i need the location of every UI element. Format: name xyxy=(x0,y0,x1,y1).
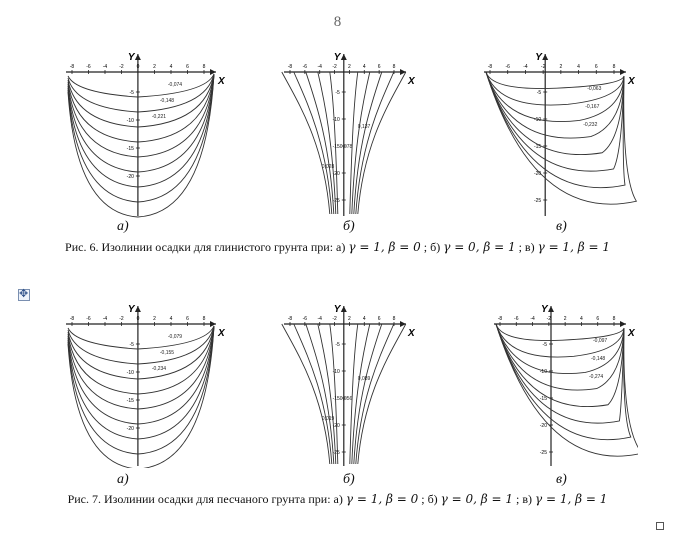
x-tick-label: -8 xyxy=(487,64,493,70)
x-tick-label: -8 xyxy=(497,316,503,322)
caption-text: Рис. 7. Изолинии осадки для песчаного грунта при: а) xyxy=(67,492,346,506)
panel-7c xyxy=(488,302,638,468)
x-axis-label: X xyxy=(408,328,415,339)
contour-line xyxy=(350,324,358,464)
caption-sep: ; в) xyxy=(513,492,536,506)
y-tick-label: -10 xyxy=(539,369,547,375)
x-tick-label: -2 xyxy=(119,64,124,70)
y-tick-label: -5 xyxy=(536,90,542,96)
x-tick-label: 2 xyxy=(348,316,351,322)
contour-line xyxy=(68,326,214,439)
caption-sep: ; в) xyxy=(515,240,538,254)
contour-value-label: 0,019 xyxy=(321,416,335,422)
x-tick-label: 6 xyxy=(186,64,189,70)
contour-plot-7c xyxy=(488,302,638,468)
caption-formula-c: γ = 1, β = 1 xyxy=(535,492,608,506)
contour-value-label: -0,074 xyxy=(167,82,183,88)
x-tick-label: 8 xyxy=(392,316,396,322)
y-tick-label: -10 xyxy=(126,370,134,376)
contour-line xyxy=(68,74,214,217)
caption-formula-c: γ = 1, β = 1 xyxy=(537,240,610,254)
contour-line xyxy=(68,326,214,379)
caption-formula-a: γ = 1, β = 0 xyxy=(348,240,421,254)
x-tick-label: 6 xyxy=(596,316,600,322)
x-axis-arrow xyxy=(620,69,626,75)
x-tick-label: 2 xyxy=(559,64,563,70)
x-axis-label: X xyxy=(408,76,415,87)
panel-label-7b: б) xyxy=(343,472,355,487)
y-axis-arrow xyxy=(135,54,141,60)
contour-line xyxy=(68,74,214,127)
x-axis-arrow xyxy=(210,69,216,75)
y-tick-label: -15 xyxy=(533,144,542,150)
contour-value-label: -0,079 xyxy=(167,334,183,340)
contour-value-label: 0,028 xyxy=(321,164,335,170)
x-tick-label: 8 xyxy=(612,316,616,322)
y-axis-arrow xyxy=(548,306,554,312)
contour-line xyxy=(486,72,624,89)
contour-line xyxy=(350,72,358,214)
contour-value-label: -0,097 xyxy=(593,338,608,344)
x-tick-label: -4 xyxy=(523,64,528,70)
y-tick-label: -20 xyxy=(539,423,547,429)
contour-lines xyxy=(496,324,638,456)
x-tick-label: 8 xyxy=(392,64,396,70)
caption-text: Рис. 6. Изолинии осадки для глинистого грунта при: а) xyxy=(65,240,349,254)
x-tick-label: -8 xyxy=(69,64,75,70)
y-tick-label: -15 xyxy=(332,144,340,150)
panel-label-7c: в) xyxy=(556,472,567,487)
contour-value-label: 0,089 xyxy=(357,376,371,382)
contour-line xyxy=(68,74,214,112)
x-tick-label: -2 xyxy=(119,316,124,322)
contour-value-label: 0,056 xyxy=(339,396,353,402)
caption-formula-b: γ = 0, β = 1 xyxy=(440,492,514,506)
x-tick-label: -8 xyxy=(287,64,293,70)
figure-7-caption xyxy=(0,492,675,507)
panel-7a xyxy=(58,302,228,468)
contour-value-label: -0,234 xyxy=(151,366,167,372)
x-axis-label: X xyxy=(628,328,635,339)
y-axis-arrow xyxy=(341,54,347,60)
contour-line xyxy=(68,74,214,97)
y-tick-label: -10 xyxy=(332,117,340,123)
contour-line xyxy=(68,74,214,202)
x-tick-label: -4 xyxy=(102,316,108,322)
y-axis-arrow xyxy=(135,306,141,312)
x-tick-label: -8 xyxy=(287,316,293,322)
x-tick-label: 6 xyxy=(186,316,189,322)
caption-formula-b: γ = 0, β = 1 xyxy=(443,240,516,254)
x-tick-label: 4 xyxy=(577,64,580,70)
y-tick-label: -20 xyxy=(126,426,134,432)
y-axis-arrow xyxy=(542,54,548,60)
contour-value-label: -0,167 xyxy=(585,104,600,110)
panel-label-6b: б) xyxy=(343,219,355,234)
contour-line xyxy=(68,326,214,394)
y-tick-label: -15 xyxy=(332,396,340,402)
y-tick-label: -5 xyxy=(542,342,547,348)
contour-value-label: -0,148 xyxy=(159,98,175,104)
x-tick-label: 6 xyxy=(594,64,598,70)
x-tick-label: 8 xyxy=(202,64,206,70)
contour-plot-7b xyxy=(278,302,418,468)
x-tick-label: 6 xyxy=(377,64,381,70)
contour-lines xyxy=(486,72,636,204)
contour-line xyxy=(68,326,214,364)
panel-6a xyxy=(58,50,228,218)
contour-value-label: -0,063 xyxy=(587,86,602,92)
page-corner-marker xyxy=(656,522,664,530)
contour-lines xyxy=(68,326,214,468)
x-tick-label: 8 xyxy=(202,316,206,322)
x-tick-label: 4 xyxy=(169,316,173,322)
x-tick-label: 4 xyxy=(580,316,583,322)
x-tick-label: -6 xyxy=(86,316,91,322)
x-axis-arrow xyxy=(210,321,216,327)
y-axis-label: Y xyxy=(333,52,341,63)
y-tick-label: -10 xyxy=(126,118,134,124)
contour-line xyxy=(68,74,214,142)
y-tick-label: -25 xyxy=(539,450,547,456)
x-tick-label: 4 xyxy=(362,316,366,322)
x-axis-label: X xyxy=(218,328,225,339)
y-tick-label: -25 xyxy=(533,198,542,204)
x-tick-label: -4 xyxy=(317,316,322,322)
x-tick-label: -2 xyxy=(546,316,552,322)
panel-6c xyxy=(478,50,638,218)
x-tick-label: 8 xyxy=(612,64,616,70)
panel-label-7a: а) xyxy=(117,472,129,487)
y-axis-label: Y xyxy=(535,52,542,63)
x-tick-label: -6 xyxy=(302,316,308,322)
x-tick-label: 2 xyxy=(153,316,156,322)
caption-formula-a: γ = 1, β = 0 xyxy=(345,492,419,506)
x-tick-label: -8 xyxy=(69,316,75,322)
figure-6-caption xyxy=(0,240,675,255)
y-axis-arrow xyxy=(341,306,347,312)
x-tick-label: -4 xyxy=(102,64,108,70)
y-tick-label: -20 xyxy=(126,174,134,180)
x-tick-label: -2 xyxy=(332,316,337,322)
x-tick-label: -2 xyxy=(540,64,546,70)
y-tick-label: -5 xyxy=(129,342,134,348)
panel-7b xyxy=(278,302,418,468)
contour-value-label: -0,232 xyxy=(583,122,598,128)
contour-plot-7a xyxy=(58,302,228,468)
y-tick-label: -15 xyxy=(126,146,134,152)
y-tick-label: -20 xyxy=(332,423,340,429)
contour-plot-6b xyxy=(278,50,418,218)
contour-value-label: 0,137 xyxy=(357,124,371,130)
y-axis-label: Y xyxy=(541,304,548,315)
x-tick-label: 0 xyxy=(136,64,140,70)
contour-value-label: 0,078 xyxy=(339,144,353,150)
x-tick-label: 4 xyxy=(362,64,366,70)
y-tick-label: -20 xyxy=(332,171,340,177)
y-tick-label: -10 xyxy=(533,117,542,123)
contour-line xyxy=(68,326,214,468)
contour-plot-6a xyxy=(58,50,228,218)
x-tick-label: -6 xyxy=(302,64,308,70)
x-axis-label: X xyxy=(628,76,635,87)
y-tick-label: -20 xyxy=(533,171,542,177)
contour-lines xyxy=(68,74,214,217)
x-tick-label: 2 xyxy=(153,64,156,70)
y-tick-label: -5 xyxy=(335,342,340,348)
contour-line xyxy=(496,324,638,456)
contour-value-label: -0,148 xyxy=(591,356,606,362)
x-tick-label: -6 xyxy=(505,64,510,70)
contour-line xyxy=(68,326,214,349)
x-tick-label: -4 xyxy=(530,316,535,322)
caption-sep: ; б) xyxy=(418,492,441,506)
page-number: 8 xyxy=(333,14,342,30)
contour-value-label: -0,221 xyxy=(151,114,167,120)
x-tick-label: 6 xyxy=(377,316,381,322)
x-tick-label: 2 xyxy=(563,316,567,322)
contour-value-label: -0,155 xyxy=(159,350,175,356)
y-tick-label: -5 xyxy=(335,90,340,96)
x-axis-label: X xyxy=(218,76,225,87)
move-anchor-icon[interactable] xyxy=(18,289,30,301)
y-axis-label: Y xyxy=(127,52,135,63)
x-tick-label: 2 xyxy=(348,64,351,70)
x-tick-label: -6 xyxy=(86,64,91,70)
y-tick-label: -5 xyxy=(129,90,134,96)
y-axis-label: Y xyxy=(333,304,341,315)
x-tick-label: -4 xyxy=(317,64,322,70)
contour-plot-6c xyxy=(478,50,638,218)
x-axis-arrow xyxy=(620,321,626,327)
contour-line xyxy=(68,326,214,454)
x-tick-label: 0 xyxy=(136,316,140,322)
contour-line xyxy=(68,74,214,187)
x-tick-label: -6 xyxy=(514,316,519,322)
y-tick-label: -10 xyxy=(332,369,340,375)
panel-label-6c: в) xyxy=(556,219,567,234)
caption-sep: ; б) xyxy=(420,240,444,254)
y-tick-label: -25 xyxy=(332,198,340,204)
y-tick-label: -25 xyxy=(332,450,340,456)
y-axis-label: Y xyxy=(127,304,135,315)
y-tick-label: -15 xyxy=(126,398,134,404)
panel-label-6a: а) xyxy=(117,219,129,234)
x-tick-label: 4 xyxy=(169,64,173,70)
panel-6b xyxy=(278,50,418,218)
x-tick-label: -2 xyxy=(332,64,337,70)
y-tick-label: -15 xyxy=(539,396,547,402)
contour-value-label: -0,274 xyxy=(589,374,604,380)
